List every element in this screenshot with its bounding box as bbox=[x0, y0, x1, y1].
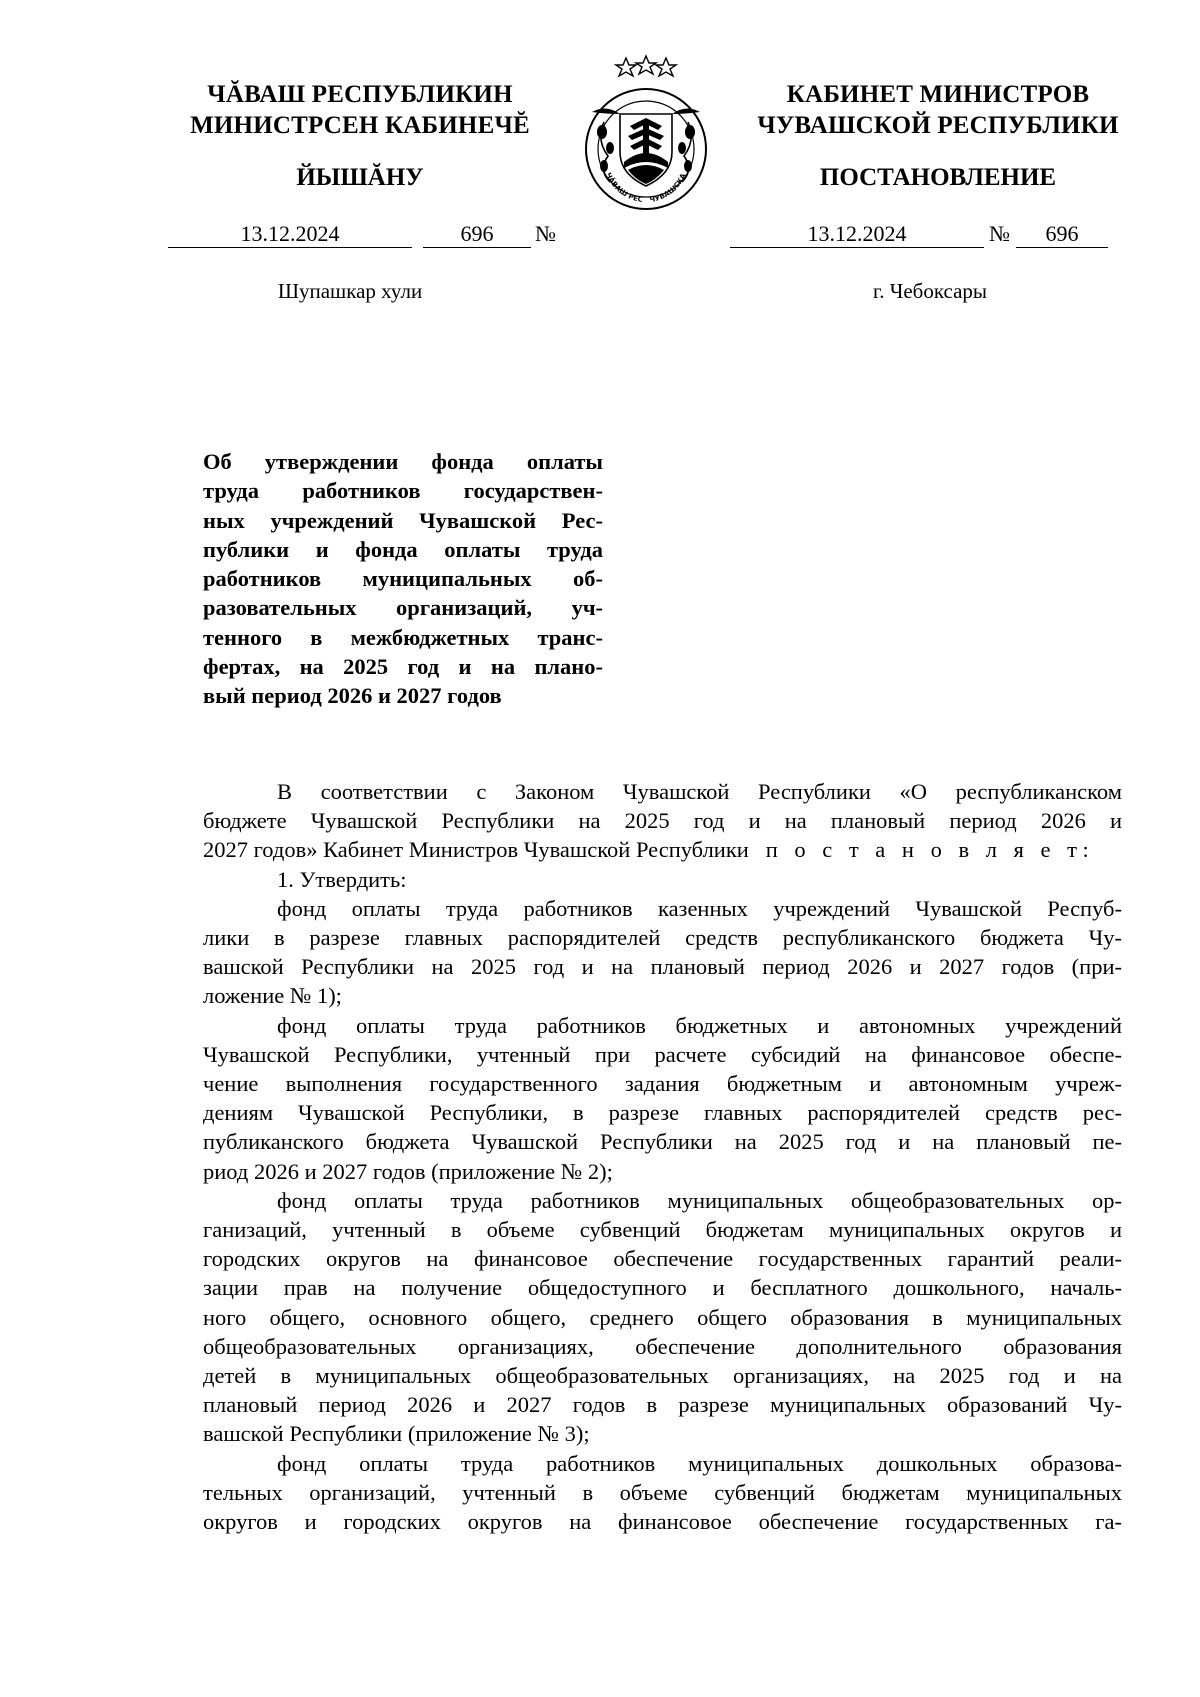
body-line: ганизаций, учтенный в объеме субвенций бюджетам муниципальных округов и bbox=[203, 1217, 1122, 1243]
body-line: лики в разрезе главных распорядителей средств республиканского бюджета Чу- bbox=[203, 925, 1122, 951]
document-subject bbox=[203, 447, 603, 711]
emblem-stars-icon bbox=[616, 56, 676, 76]
body-line: вашской Республики на 2025 год и на плановый период 2026 и 2027 годов (при- bbox=[203, 954, 1122, 980]
right-org-line1: КАБИНЕТ МИНИСТРОВ bbox=[786, 81, 1090, 108]
coat-of-arms-icon bbox=[570, 52, 722, 214]
left-place: Шупашкар хули bbox=[277, 279, 423, 303]
emblem-text-left: ЧĂВАШ РЕС bbox=[604, 171, 644, 204]
left-org-line2: МИНИСТРСЕН КАБИНЕЧĔ bbox=[190, 112, 530, 139]
coat-of-arms-emblem bbox=[570, 52, 722, 214]
left-org-name bbox=[150, 79, 570, 141]
body-line: ложение № 1); bbox=[203, 983, 342, 1009]
body-line: детей в муниципальных общеобразовательных организациях, на 2025 год и на bbox=[203, 1363, 1122, 1389]
body-line: дениям Чувашской Республики, в разрезе главных распорядителей средств рес- bbox=[203, 1100, 1122, 1126]
body-line: общеобразовательных организациях, обеспечение дополнительного образования bbox=[203, 1333, 1122, 1359]
body-line: В соответствии с Законом Чувашской Республики «О республиканском bbox=[277, 779, 1122, 804]
body-line: 1. Утвердить: bbox=[277, 866, 407, 892]
body-line: фонд оплаты труда работников казенных учреждений Чувашской Респуб- bbox=[277, 895, 1122, 921]
body-line: вашской Республики (приложение № 3); bbox=[203, 1421, 590, 1447]
body-line: фонд оплаты труда работников муниципальных общеобразовательных ор- bbox=[277, 1187, 1122, 1213]
subject-line: труда работников государствен- bbox=[203, 478, 603, 504]
subject-line: публики и фонда оплаты труда bbox=[203, 536, 603, 562]
preamble-tail: 2027 годов» Кабинет Министров Чувашской Республики bbox=[203, 837, 749, 863]
right-date: 13.12.2024 bbox=[730, 221, 984, 248]
left-date: 13.12.2024 bbox=[168, 221, 412, 248]
subject-line: Об утверждении фонда оплаты bbox=[203, 449, 603, 474]
subject-line: вый период 2026 и 2027 годов bbox=[203, 683, 502, 709]
subject-line: фертах, на 2025 год и на плано- bbox=[203, 654, 603, 680]
right-org-name bbox=[728, 79, 1148, 141]
right-place: г. Чебоксары bbox=[872, 279, 988, 303]
body-line: городских округов на финансовое обеспечение государственных гарантий реали- bbox=[203, 1246, 1122, 1272]
subject-line: ных учреждений Чувашской Рес- bbox=[203, 507, 603, 533]
body-line: фонд оплаты труда работников бюджетных и автономных учреждений bbox=[277, 1012, 1122, 1038]
body-line: чение выполнения государственного задания бюджетным и автономным учреж- bbox=[203, 1071, 1122, 1097]
body-line: Чувашской Республики, учтенный при расчете субсидий на финансовое обеспе- bbox=[203, 1041, 1122, 1067]
resolves-word: п о с т а н о в л я е т: bbox=[765, 837, 1095, 863]
body-line: ного общего, основного общего, среднего общего образования в муниципальных bbox=[203, 1304, 1122, 1330]
subject-line: тенного в межбюджетных транс- bbox=[203, 624, 603, 650]
body-line: тельных организаций, учтенный в объеме субвенций бюджетам муниципальных bbox=[203, 1479, 1122, 1505]
body-line: округов и городских округов на финансовое обеспечение государственных га- bbox=[203, 1509, 1122, 1535]
left-doc-type: ЙЫШĂНУ bbox=[296, 164, 424, 191]
body-line: фонд оплаты труда работников муниципальных дошкольных образова- bbox=[277, 1450, 1122, 1476]
body-line: плановый период 2026 и 2027 годов в разрезе муниципальных образований Чу- bbox=[203, 1392, 1122, 1418]
subject-line: работников муниципальных об- bbox=[203, 566, 603, 592]
body-line: зации прав на получение общедоступного и бесплатного дошкольного, началь- bbox=[203, 1275, 1122, 1301]
right-number-sign: № bbox=[989, 221, 1010, 246]
document-body bbox=[203, 777, 1122, 1536]
body-line: риод 2026 и 2027 годов (приложение № 2); bbox=[203, 1158, 613, 1184]
left-number: 696 bbox=[423, 221, 531, 248]
left-org-line1: ЧĂВАШ РЕСПУБЛИКИН bbox=[207, 81, 513, 108]
subject-line: разовательных организаций, уч- bbox=[203, 595, 603, 621]
body-line: публиканского бюджета Чувашской Республики на 2025 год и на плановый пе- bbox=[203, 1129, 1122, 1155]
right-number: 696 bbox=[1016, 221, 1108, 248]
left-number-sign: № bbox=[535, 221, 556, 246]
body-line: бюджете Чувашской Республики на 2025 год и на плановый период 2026 и bbox=[203, 808, 1122, 834]
right-org-line2: ЧУВАШСКОЙ РЕСПУБЛИКИ bbox=[757, 112, 1119, 139]
right-doc-type: ПОСТАНОВЛЕНИЕ bbox=[819, 164, 1057, 191]
body-line bbox=[203, 835, 1122, 864]
emblem-text-right: ЧУВАШСКА bbox=[648, 172, 688, 205]
